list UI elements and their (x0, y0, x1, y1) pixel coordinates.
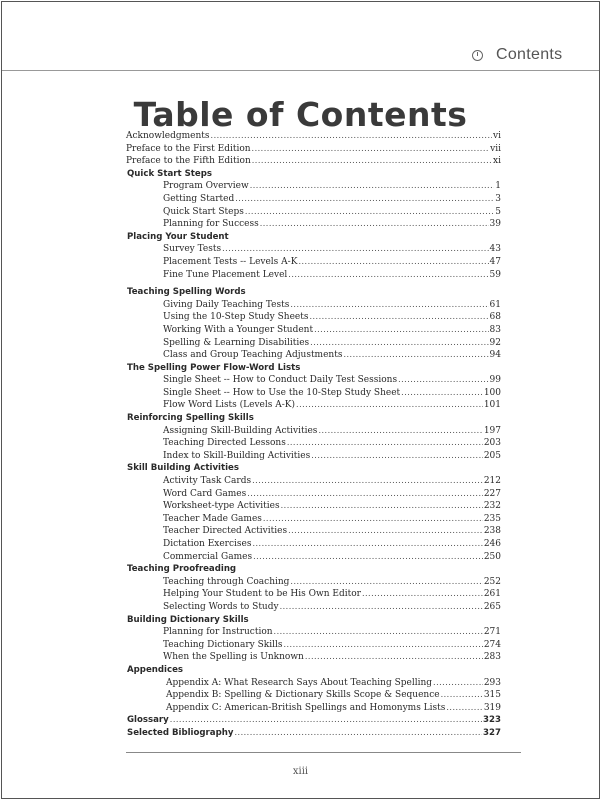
toc-page-number: 327 (483, 727, 501, 738)
toc-entry (126, 488, 501, 501)
toc-page-number: 68 (489, 312, 501, 323)
dot-leader (252, 155, 492, 168)
toc-entry-label: Single Sheet -- How to Conduct Daily Test Sessions (163, 375, 398, 386)
dot-leader (296, 399, 483, 412)
toc-page-number: vii (490, 143, 501, 154)
toc-entry-label: Preface to the First Edition (126, 143, 251, 154)
toc-entry-label: Teacher Made Games (163, 513, 262, 524)
toc-section-heading (127, 563, 501, 576)
dot-leader (211, 130, 493, 143)
toc-entry (126, 576, 501, 589)
dot-leader (283, 639, 482, 652)
dot-leader (305, 651, 483, 664)
toc-entry-label: Single Sheet -- How to Use the 10-Step Study Sheet (163, 387, 401, 398)
toc-entry-label: Working With a Younger Student (163, 324, 314, 335)
dot-leader (310, 337, 488, 350)
dot-leader (287, 437, 483, 450)
toc-entry-label: Teaching Dictionary Skills (163, 639, 283, 650)
toc-page-number: 212 (483, 476, 501, 487)
toc-page-number: 92 (489, 337, 501, 348)
toc-entry (126, 206, 501, 219)
dot-leader (263, 513, 483, 526)
dot-leader (235, 193, 494, 206)
dot-leader (290, 576, 482, 589)
toc-entry (126, 143, 501, 156)
toc-entry-label: Giving Daily Teaching Tests (163, 299, 290, 310)
toc-entry-label: Planning for Instruction (163, 627, 273, 638)
toc-page-number: 100 (483, 387, 501, 398)
toc-entry-label: Teacher Directed Activities (163, 526, 288, 537)
toc-entry (126, 425, 501, 438)
toc-entry-label: Acknowledgments (126, 131, 210, 141)
toc-entry (126, 311, 501, 324)
toc-page-number: 59 (489, 269, 501, 280)
page-number: xiii (292, 766, 309, 777)
toc-entry (126, 702, 501, 715)
toc-section-heading (127, 664, 501, 677)
toc-page-number: 232 (483, 501, 501, 512)
footer-rule (126, 752, 521, 753)
toc-section-heading (127, 714, 501, 727)
toc-page-number: 265 (483, 601, 501, 612)
toc-entry (126, 626, 501, 639)
toc-entry-label: Flow Word Lists (Levels A-K) (163, 400, 296, 411)
toc-entry-label: Program Overview (163, 181, 249, 192)
toc-entry-label: Planning for Success (163, 219, 259, 230)
toc-entry (126, 651, 501, 664)
dot-leader (274, 626, 483, 639)
toc-entry-label: Building Dictionary Skills (127, 614, 249, 625)
toc-page-number: 283 (483, 652, 501, 663)
toc-page-number: 3 (495, 193, 501, 204)
dot-leader (260, 218, 489, 231)
toc-page-number: 246 (483, 539, 501, 549)
toc-page-number: 323 (483, 715, 501, 726)
toc-page-number: 83 (489, 324, 501, 335)
toc-section-heading (127, 168, 501, 181)
toc-entry-label: Class and Group Teaching Adjustments (163, 350, 343, 361)
dot-leader (401, 387, 483, 400)
toc-page-number: 99 (489, 375, 501, 386)
toc-entry (126, 387, 501, 400)
toc-entry (126, 588, 501, 601)
toc-page-number: 319 (483, 702, 501, 713)
toc-entry (126, 513, 501, 526)
toc-entry-label: Quick Start Steps (163, 206, 244, 217)
toc-page-number: 293 (483, 677, 501, 688)
page-title: Table of Contents (133, 95, 468, 134)
toc-page-number: 227 (483, 488, 501, 499)
toc-entry-label: Assigning Skill-Building Activities (163, 425, 318, 436)
toc-page-number: 5 (495, 206, 501, 217)
toc-page-number: 235 (483, 513, 501, 524)
toc-entry-label: Skill Building Activities (127, 463, 239, 474)
toc-entry (126, 601, 501, 614)
toc-entry-label: Placing Your Student (127, 231, 229, 242)
toc-section-heading (127, 231, 501, 244)
clock-icon (472, 50, 483, 61)
dot-leader (222, 243, 488, 256)
dot-leader (398, 374, 488, 387)
toc-entry (126, 475, 501, 488)
toc-page-number: 205 (483, 450, 501, 461)
toc-page-number: 203 (483, 438, 501, 449)
dot-leader (253, 551, 483, 564)
dot-leader (280, 601, 483, 614)
toc-entry-label: Commercial Games (163, 551, 253, 562)
toc-entry (126, 689, 501, 702)
toc-entry (126, 551, 501, 564)
toc-entry-label: Teaching Spelling Words (127, 287, 246, 298)
running-header-title: Contents (496, 46, 563, 63)
toc-section-heading (127, 727, 501, 740)
toc-entry (126, 337, 501, 350)
toc-page-number: xi (493, 156, 501, 167)
dot-leader (247, 488, 483, 501)
toc-entry-label: Teaching through Coaching (163, 576, 290, 587)
dot-leader (309, 311, 488, 324)
toc-entry (126, 399, 501, 412)
toc-entry-label: Fine Tune Placement Level (163, 269, 288, 280)
toc-entry-label: Index to Skill-Building Activities (163, 450, 311, 461)
dot-leader (281, 500, 483, 513)
toc-page-number: 274 (483, 639, 501, 650)
toc-entry-label: Word Card Games (163, 488, 247, 499)
toc-entry-label: Using the 10-Step Study Sheets (163, 312, 309, 323)
running-header (472, 46, 562, 64)
dot-leader (318, 425, 482, 438)
toc-section-heading (127, 614, 501, 627)
toc-page-number: 271 (483, 627, 501, 638)
toc-entry (126, 269, 501, 282)
toc-entry-label: Appendix A: What Research Says About Teaching Spelling (166, 677, 433, 688)
toc-list (126, 130, 501, 740)
toc-entry-label: Teaching Proofreading (127, 564, 237, 575)
toc-entry (126, 525, 501, 538)
toc-page-number: 238 (483, 526, 501, 537)
dot-leader (362, 588, 483, 601)
toc-entry-label: Dictation Exercises (163, 539, 252, 549)
toc-entry-label: When the Spelling is Unknown (163, 652, 304, 663)
toc-section-heading (127, 462, 501, 475)
toc-page-number: vi (493, 131, 501, 141)
dot-leader (245, 206, 494, 219)
toc-entry-label: Preface to the Fifth Edition (126, 156, 251, 167)
dot-leader (441, 689, 483, 702)
dot-leader (343, 349, 488, 362)
toc-entry (126, 500, 501, 513)
toc-entry (126, 450, 501, 463)
toc-entry-label: Activity Task Cards (163, 476, 252, 487)
dot-leader (252, 538, 482, 551)
toc-entry (126, 374, 501, 387)
dot-leader (290, 299, 488, 312)
toc-page-number: 261 (483, 589, 501, 600)
toc-entry-label: Appendix C: American-British Spellings and Homonyms Lists (166, 702, 446, 713)
toc-entry-label: Quick Start Steps (127, 168, 212, 179)
document-page (1, 1, 600, 799)
toc-entry-label: Selecting Words to Study (163, 601, 279, 612)
toc-page-number: 1 (495, 181, 501, 192)
toc-entry-label: Selected Bibliography (127, 727, 234, 738)
toc-entry-label: Glossary (127, 715, 169, 726)
toc-page-number: 252 (483, 576, 501, 587)
dot-leader (250, 180, 495, 193)
toc-page-number: 94 (489, 350, 501, 361)
dot-leader (433, 677, 483, 690)
toc-entry (126, 130, 501, 143)
toc-page-number: 43 (489, 244, 501, 255)
toc-section-heading (127, 286, 501, 299)
toc-entry (126, 324, 501, 337)
toc-page-number: 47 (489, 256, 501, 267)
toc-entry (126, 437, 501, 450)
toc-page-number: 250 (483, 551, 501, 562)
toc-entry (126, 180, 501, 193)
toc-entry-label: Teaching Directed Lessons (163, 438, 286, 449)
dot-leader (288, 269, 488, 282)
toc-page-number: 101 (483, 400, 501, 411)
toc-entry-label: Spelling & Learning Disabilities (163, 337, 310, 348)
toc-entry-label: Placement Tests -- Levels A-K (163, 256, 298, 267)
toc-entry-label: Reinforcing Spelling Skills (127, 413, 254, 424)
dot-leader (288, 525, 483, 538)
toc-entry (126, 349, 501, 362)
toc-section-heading (127, 362, 501, 375)
dot-leader (252, 143, 490, 156)
toc-entry (126, 218, 501, 231)
toc-entry (126, 193, 501, 206)
toc-page-number: 315 (483, 690, 501, 701)
toc-entry (126, 538, 501, 551)
toc-entry-label: Appendices (127, 664, 184, 675)
toc-entry-label: Worksheet-type Activities (163, 501, 280, 512)
toc-entry (126, 155, 501, 168)
toc-entry-label: The Spelling Power Flow-Word Lists (127, 362, 301, 373)
dot-leader (311, 450, 483, 463)
toc-entry (126, 256, 501, 269)
header-rule (2, 70, 599, 71)
toc-entry (126, 639, 501, 652)
dot-leader (298, 256, 488, 269)
toc-entry (126, 677, 501, 690)
toc-entry (126, 299, 501, 312)
toc-section-heading (127, 412, 501, 425)
toc-entry-label: Helping Your Student to be His Own Editor (163, 589, 361, 600)
toc-page-number: 39 (489, 219, 501, 230)
dot-leader (252, 475, 483, 488)
toc-page-number: 61 (489, 299, 501, 310)
toc-entry-label: Survey Tests (163, 244, 222, 255)
toc-entry (126, 243, 501, 256)
dot-leader (170, 714, 482, 727)
toc-page-number: 197 (483, 425, 501, 436)
dot-leader (314, 324, 488, 337)
toc-entry-label: Getting Started (163, 193, 235, 204)
toc-entry-label: Appendix B: Spelling & Dictionary Skills Scope & Sequence (166, 690, 440, 701)
dot-leader (234, 727, 482, 740)
dot-leader (446, 702, 482, 715)
